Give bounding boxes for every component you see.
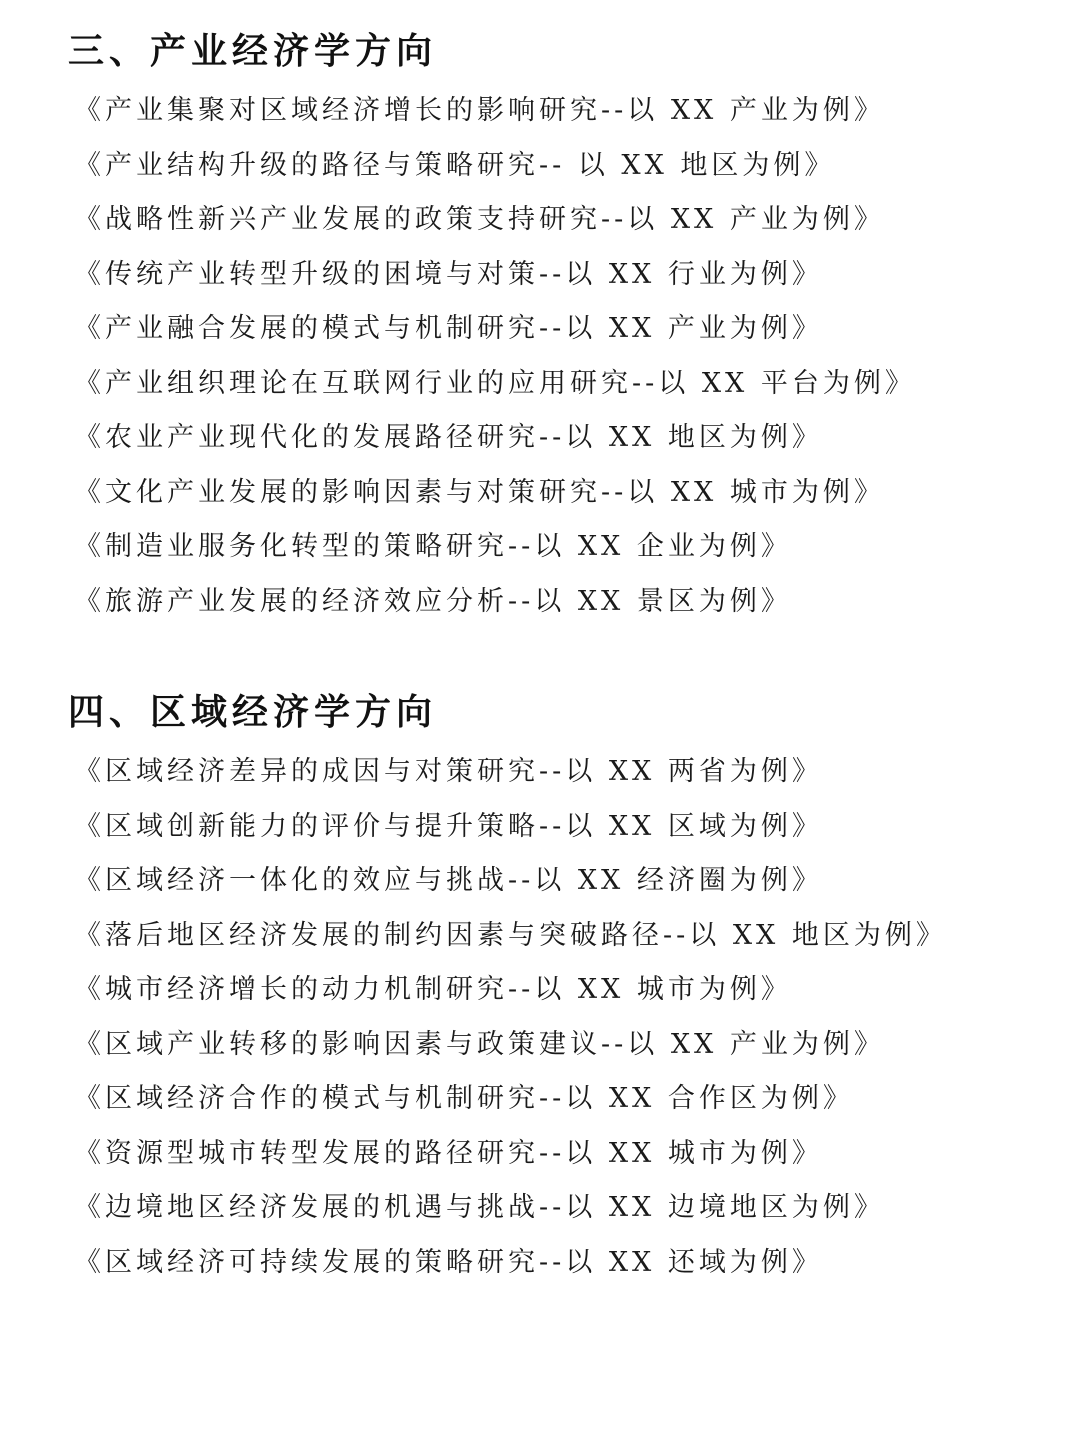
topic-item: 《战略性新兴产业发展的政策支持研究--以 XX 产业为例》 (74, 204, 885, 235)
topic-item: 《产业结构升级的路径与策略研究-- 以 XX 地区为例》 (74, 149, 836, 181)
topic-item: 《区域经济合作的模式与机制研究--以 XX 合作区为例》 (74, 1083, 854, 1114)
topic-item: 《区域产业转移的影响因素与政策建议--以 XX 产业为例》 (74, 1028, 885, 1060)
topic-item: 《边境地区经济发展的机遇与挑战--以 XX 边境地区为例》 (74, 1192, 885, 1223)
topic-item: 《产业融合发展的模式与机制研究--以 XX 产业为例》 (74, 313, 823, 344)
topic-item: 《区域经济差异的成因与对策研究--以 XX 两省为例》 (74, 756, 823, 787)
topic-list (68, 84, 1040, 629)
topic-item: 《区域创新能力的评价与提升策略--以 XX 区域为例》 (74, 810, 823, 842)
topic-list (68, 745, 1040, 1290)
topic-item: 《区域经济一体化的效应与挑战--以 XX 经济圈为例》 (74, 865, 823, 896)
topic-item: 《产业组织理论在互联网行业的应用研究--以 XX 平台为例》 (74, 367, 916, 399)
section-title: 三、产业经济学方向 (68, 31, 438, 72)
topic-item: 《资源型城市转型发展的路径研究--以 XX 城市为例》 (74, 1137, 823, 1169)
topic-item: 《制造业服务化转型的策略研究--以 XX 企业为例》 (74, 531, 792, 562)
topic-item: 《产业集聚对区域经济增长的影响研究--以 XX 产业为例》 (74, 95, 885, 126)
topic-item: 《落后地区经济发展的制约因素与突破路径--以 XX 地区为例》 (74, 919, 947, 951)
section-regional-economics (68, 687, 1040, 1290)
section-industrial-economics (68, 26, 1040, 629)
topic-item: 《文化产业发展的影响因素与对策研究--以 XX 城市为例》 (74, 476, 885, 508)
topic-item: 《区域经济可持续发展的策略研究--以 XX 还域为例》 (74, 1246, 823, 1278)
topic-item: 《农业产业现代化的发展路径研究--以 XX 地区为例》 (74, 422, 823, 453)
topic-item: 《城市经济增长的动力机制研究--以 XX 城市为例》 (74, 974, 792, 1005)
section-title: 四、区域经济学方向 (68, 692, 438, 733)
topic-item: 《传统产业转型升级的困境与对策--以 XX 行业为例》 (74, 258, 823, 290)
topic-item: 《旅游产业发展的经济效应分析--以 XX 景区为例》 (74, 585, 792, 617)
